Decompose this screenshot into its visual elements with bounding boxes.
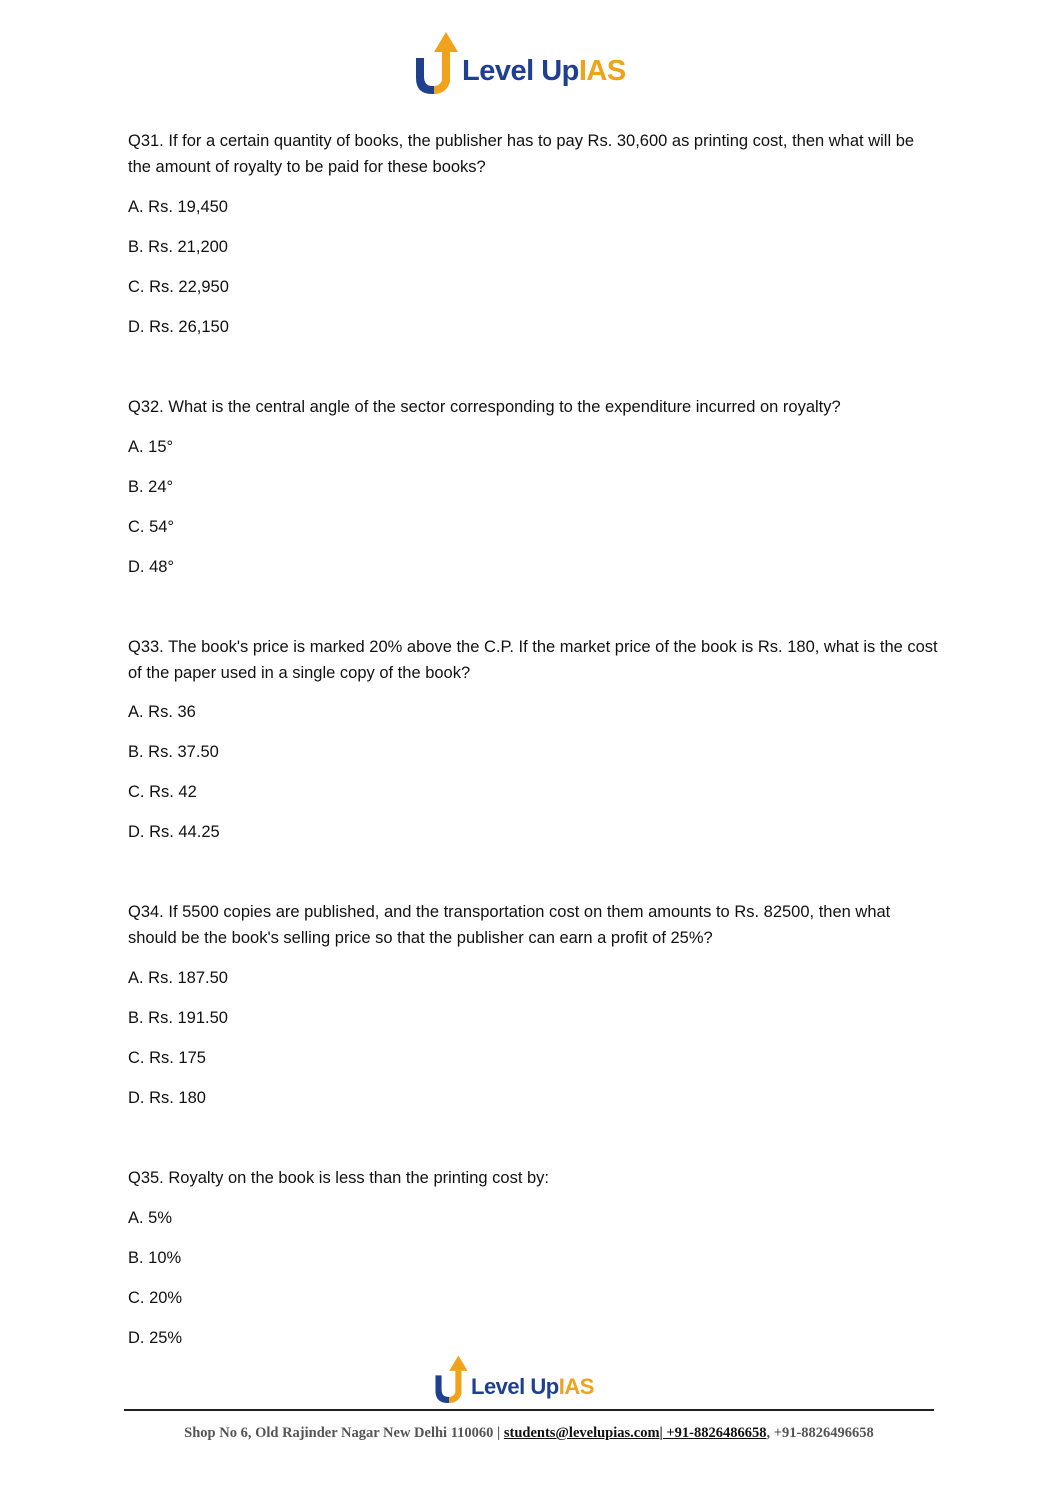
option-c: C. 20%: [128, 1289, 183, 1307]
question-number: Q31.: [128, 132, 164, 150]
logo-wordmark: [462, 57, 626, 86]
question-text: The book's price is marked 20% above the C.P. If the market price of the book is Rs. 180, what is the cost of the paper used in a single copy of the book?: [128, 638, 938, 682]
option-b: B. Rs. 191.50: [128, 1009, 228, 1027]
question-text: If 5500 copies are published, and the transportation cost on them amounts to Rs. 82500, then what should be the book's selling price so that the publisher can earn a profit of 25%?: [128, 903, 891, 947]
footer-phone-link[interactable]: | +91-8826486658: [659, 1425, 767, 1441]
option-d: D. Rs. 180: [128, 1089, 206, 1107]
option-c: C. 54°: [128, 518, 175, 536]
question-number: Q35.: [128, 1169, 164, 1187]
logo-wordmark: [471, 1376, 594, 1398]
question-34: [128, 899, 938, 951]
question-number: Q34.: [128, 903, 164, 921]
header-logo: [412, 30, 626, 98]
footer-address: Shop No 6, Old Rajinder Nagar New Delhi 110060 |: [184, 1425, 501, 1441]
logo-text-accent: IAS: [578, 55, 626, 87]
question-number: Q32.: [128, 398, 164, 416]
question-35: [128, 1165, 938, 1191]
question-33: [128, 634, 938, 686]
question-text: If for a certain quantity of books, the publisher has to pay Rs. 30,600 as printing cost, then what will be the amount of royalty to be paid for these books?: [128, 132, 915, 176]
option-d: D. Rs. 26,150: [128, 318, 229, 336]
logo-text-main: Level Up: [462, 55, 579, 87]
footer-divider: [124, 1409, 934, 1411]
option-a: A. 15°: [128, 438, 174, 456]
option-d: D. 25%: [128, 1329, 183, 1347]
option-c: C. Rs. 42: [128, 783, 197, 801]
option-a: A. Rs. 36: [128, 703, 196, 721]
option-b: B. Rs. 37.50: [128, 743, 219, 761]
question-text: Royalty on the book is less than the printing cost by:: [168, 1169, 550, 1187]
question-32: [128, 394, 938, 420]
footer-email-link[interactable]: students@levelupias.com: [503, 1425, 660, 1441]
option-b: B. 10%: [128, 1249, 182, 1267]
question-number: Q33.: [128, 638, 164, 656]
level-up-logo-icon: [432, 1354, 468, 1406]
level-up-logo-icon: [412, 30, 458, 98]
option-c: C. Rs. 175: [128, 1049, 206, 1067]
option-a: A. Rs. 187.50: [128, 969, 228, 987]
footer-phone-secondary: , +91-8826496658: [766, 1425, 874, 1441]
option-d: D. 48°: [128, 558, 175, 576]
option-a: A. 5%: [128, 1209, 173, 1227]
option-d: D. Rs. 44.25: [128, 823, 220, 841]
logo-text-accent: IAS: [558, 1374, 594, 1399]
question-text: What is the central angle of the sector corresponding to the expenditure incurred on royalty?: [168, 398, 841, 416]
footer-logo: [432, 1354, 594, 1406]
option-b: B. Rs. 21,200: [128, 238, 228, 256]
footer-contact: [124, 1424, 934, 1443]
question-31: [128, 128, 938, 180]
option-c: C. Rs. 22,950: [128, 278, 229, 296]
option-b: B. 24°: [128, 478, 174, 496]
option-a: A. Rs. 19,450: [128, 198, 228, 216]
logo-text-main: Level Up: [471, 1374, 559, 1399]
